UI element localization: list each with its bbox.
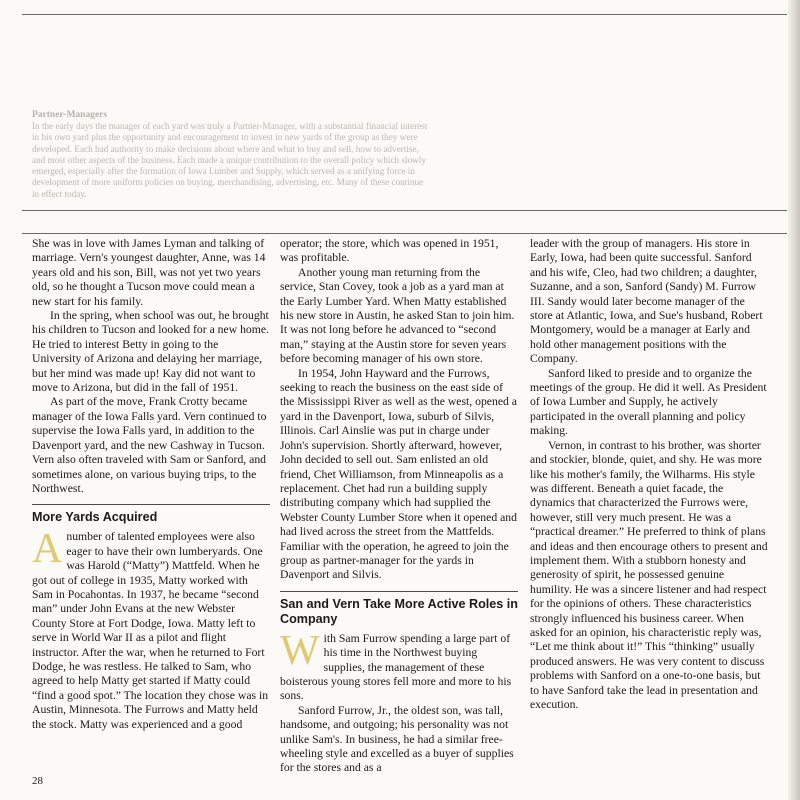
- section-heading-active-roles: San and Vern Take More Active Roles in Company: [280, 591, 518, 627]
- paragraph: In 1954, John Hayward and the Furrows, seeking to reach the business on the east side of the Mississippi River as well as the west, opened a yard in the Davenport, Iowa, suburb of Silvis, Illinois. Carl Ainslie was put in charge under John's supervision. Shortly afterward, however, John decided to sell out. Sam enlisted an old friend, Chet Williamson, from Minneapolis as a replacement. Chet had run a building supply distributing company which had supplied the Webster County Lumber Store when it opened and had lived across the street from the Mattfelds. Familiar with the operation, he agreed to join the group as partner-manager for the yards in Davenport and Silvis.: [280, 366, 517, 582]
- section-heading-more-yards: More Yards Acquired: [32, 504, 270, 525]
- paragraph: In the spring, when school was out, he brought his children to Tucson and looked for a new home. He tried to interest Betty in going to the University of Arizona and delaying her marriage, but her mind was made up! Kay did not want to move to Arizona, but did in the fall of 1951.: [32, 309, 269, 395]
- paragraph: As part of the move, Frank Crotty became manager of the Iowa Falls yard. Vern continued to supervise the Iowa Falls yard, in addition to the Davenport yard, and the new Cashway in Tucson. Vern also often traveled with Sam or Sanford, and sometimes alone, on various buying trips, to the Northwest.: [32, 395, 267, 495]
- paragraph: She was in love with James Lyman and talking of marriage. Vern's youngest daughter, Anne, was 14 years old and his son, Bill, was not yet two years old, so he thought a Tucson move could mean a new start for his family.: [32, 237, 266, 308]
- page-number: 28: [32, 775, 43, 787]
- columns-top-rule: [22, 233, 787, 234]
- sidebar-line: development of more uniform policies on buying, merchandising, advertising, etc. Many of these continue: [32, 177, 424, 188]
- sidebar-line: in his own yard plus the opportunity and encouragement to invest in new yards of the group as they were: [32, 132, 418, 143]
- paragraph-with-dropcap: [32, 526, 270, 732]
- page-edge-shadow: [788, 0, 800, 800]
- sidebar-line: emerged, especially after the formation of Iowa Lumber and Supply, which served as a unifying force in: [32, 166, 415, 177]
- drop-cap: W: [280, 627, 320, 674]
- paragraph-with-dropcap: [280, 627, 518, 704]
- paragraph: leader with the group of managers. His store in Early, Iowa, had been quite successful. Sanford and his wife, Cleo, had two children; a daughter, Suzanne, and a son, Sanford (Sandy) M. Furrow III. Sandy would later become manager of the store at Atlantic, Iowa, and Sue's husband, Robert Montgomery, would be a manager at Early and hold other management positions with the Company.: [530, 237, 763, 366]
- sidebar-line: and most other aspects of the business. Each made a unique contribution to the overall policy which slowly: [32, 154, 426, 165]
- sidebar-line: in effect today.: [32, 188, 87, 199]
- paragraph: operator; the store, which was opened in 1951, was profitable.: [280, 237, 499, 265]
- paragraph: Another young man returning from the service, Stan Covey, took a job as a yard man at the Early Lumber Yard. When Matty established his new store in Austin, he asked Stan to join him. It was not long before he advanced to “second man,” staying at the Austin store for seven years before becoming manager of his own store.: [280, 265, 515, 366]
- sidebar-line: In the early days the manager of each yard was truly a Partner-Manager, with a substantial financial interest: [32, 121, 428, 131]
- column-1: [32, 237, 270, 732]
- column-2: [280, 237, 518, 776]
- paragraph: Sanford Furrow, Jr., the oldest son, was tall, handsome, and outgoing; his personality was not unlike Sam's. In business, he had a similar free-wheeling style and excelled as a buyer of supplies for the stores and as a: [280, 703, 514, 775]
- sidebar-title: Partner-Managers: [32, 110, 108, 120]
- paragraph: Sanford liked to preside and to organize the meetings of the group. He did it well. As President of Iowa Lumber and Supply, he actively participated in the overall planning and policy making.: [530, 366, 767, 438]
- sidebar-bottom-rule: [22, 210, 787, 211]
- drop-cap: A: [32, 526, 63, 573]
- top-rule: [22, 14, 787, 15]
- paragraph-text: number of talented employees were also eager to have their own lumberyards. One was Harold (“Matty”) Mattfeld. When he got out of college in 1935, Matty worked with Sam in Pocahontas. In 1937, he became “second man” under John Evans at the new Webster County Store at Fort Dodge, Iowa. Matty left to serve in World War II as a pilot and flight instructor. After the war, when he returned to Fort Dodge, he was restless. He talked to Sam, who agreed to help Matty get started if Matty could “find a good spot.” The location they chose was in Austin, Minnesota. The Furrows and Matty held the stock. Matty was experienced and a good: [32, 530, 269, 731]
- sidebar-line: developed. Each had authority to make decisions about where and what to buy and sell, how to advertise,: [32, 143, 419, 154]
- paragraph-text: ith Sam Furrow spending a large part of his time in the Northwest buying supplies, the management of these boisterous young stores fell more and more to his sons.: [280, 631, 512, 703]
- paragraph: Vernon, in contrast to his brother, was shorter and stockier, blonde, quiet, and shy. He was more like his mother's family, the Wilharms. His style was different. Beneath a quiet facade, the dynamics that characterized the Furrows were, however, still very much present. He was a “practical dreamer.” He preferred to think of plans and ideas and then encourage others to present and implement them. With a stubborn honesty and generosity of spirit, he possessed genuine humility. He was a sincere listener and had respect for the opinions of others. These characteristics strongly influenced his business career. When asked for an opinion, his characteristic reply was, “Let me think about it!” This “thinking” usually produced answers. He was very content to discuss problems with Sanford on a one-to-one basis, but to have Sanford take the lead in presentation and execution.: [530, 438, 768, 711]
- column-3: [530, 237, 768, 712]
- partner-managers-sidebar: [32, 110, 502, 200]
